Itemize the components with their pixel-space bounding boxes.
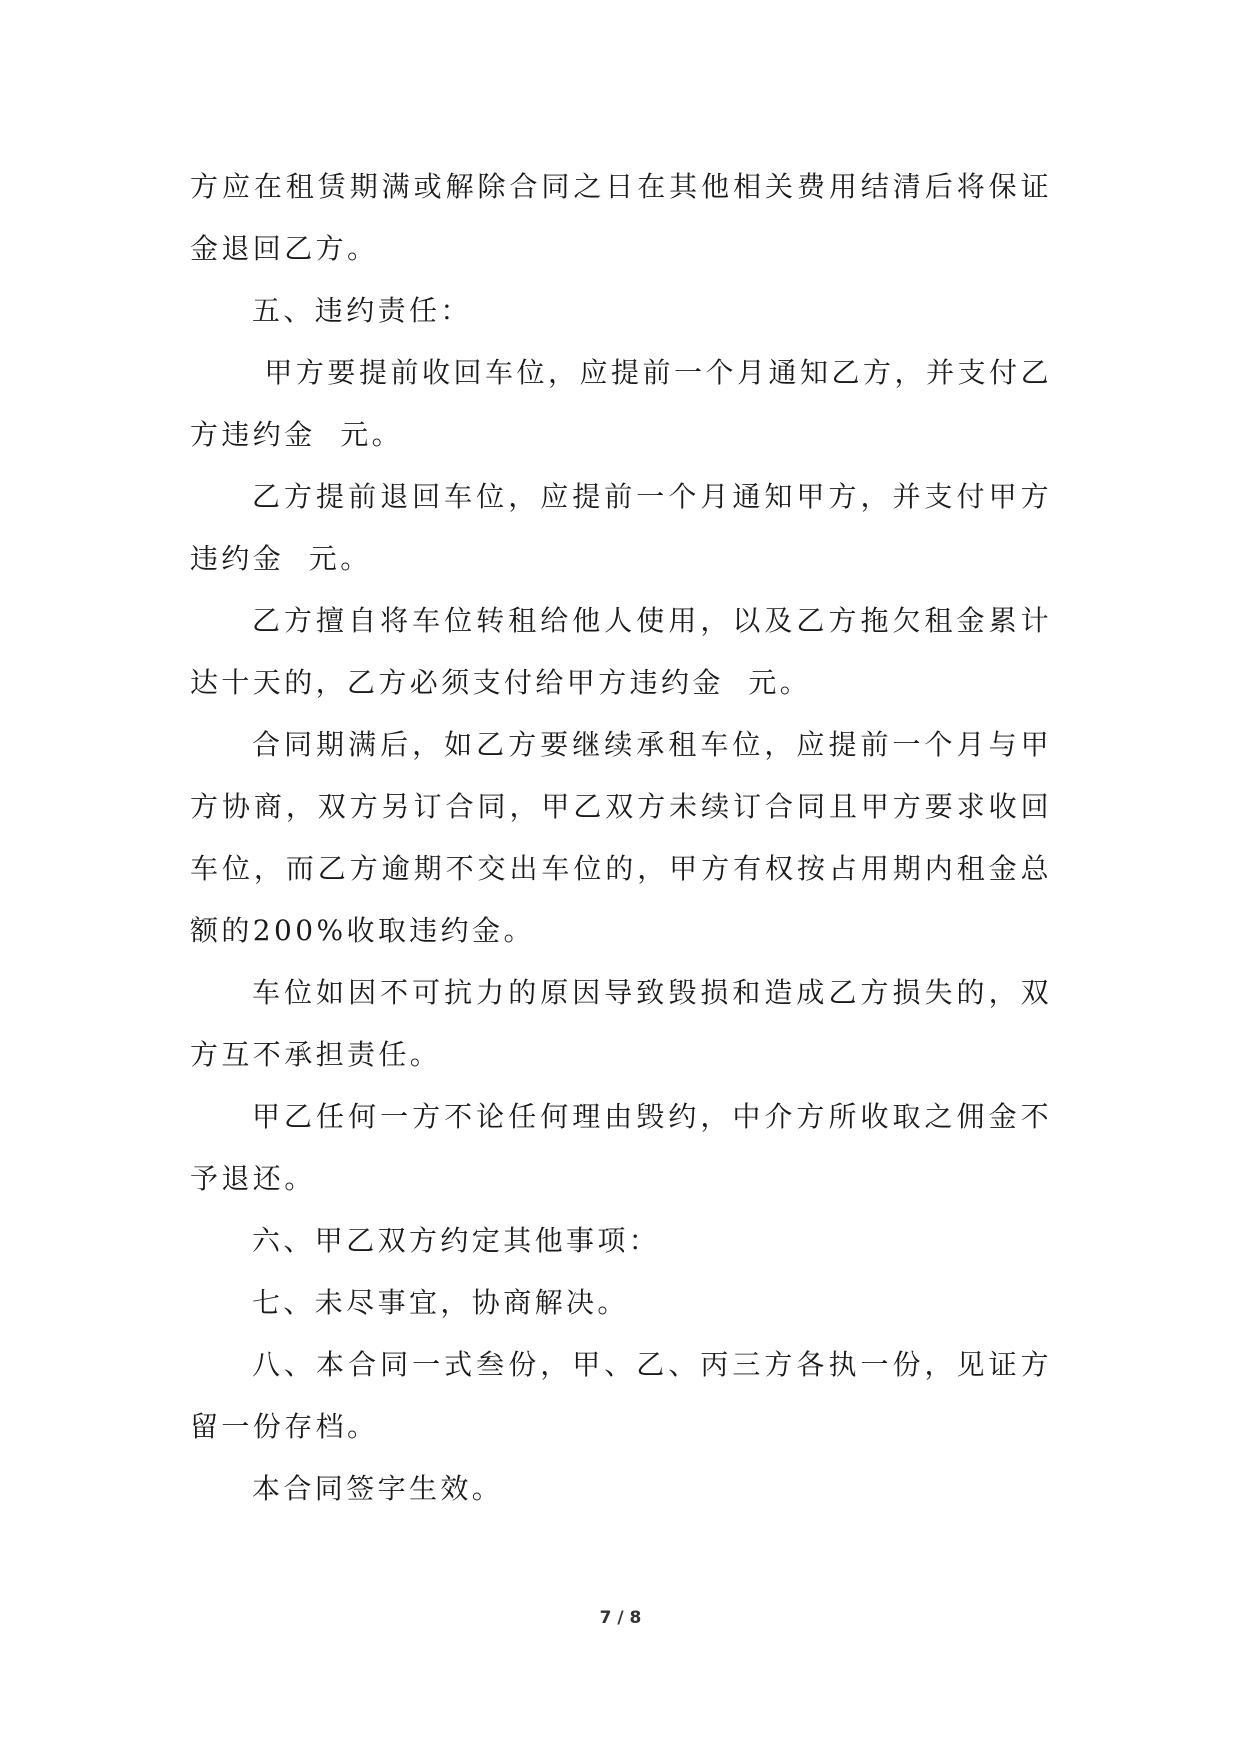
paragraph-closing: 本合同签字生效。 [252,1472,504,1505]
paragraph-2: 甲方要提前收回车位，应提前一个月通知乙方，并支付乙方违约金 元。 [190,356,1052,451]
paragraph-7: 甲乙任何一方不论任何理由毁约，中介方所收取之佣金不予退还。 [190,1100,1052,1195]
paragraph-5: 合同期满后，如乙方要继续承租车位，应提前一个月与甲方协商，双方另订合同，甲乙双方未续订合同且甲方要求收回车位，而乙方逾期不交出车位的，甲方有权按占用期内租金总额的200%收取违约金。 [190,728,1052,947]
paragraph-4: 乙方擅自将车位转租给他人使用，以及乙方拖欠租金累计达十天的，乙方必须支付给甲方违约金 元。 [190,604,1052,699]
page-number: 7 / 8 [599,1608,642,1628]
paragraph-1: 方应在租赁期满或解除合同之日在其他相关费用结清后将保证金退回乙方。 [190,170,1052,265]
paragraph-3: 乙方提前退回车位，应提前一个月通知甲方，并支付甲方违约金 元。 [190,480,1052,575]
document-body [190,156,1052,1520]
section-heading-6: 六、甲乙双方约定其他事项： [252,1224,661,1257]
section-heading-8: 八、本合同一式叁份，甲、乙、丙三方各执一份，见证方留一份存档。 [190,1348,1052,1443]
section-heading-5: 五、违约责任： [252,294,472,327]
paragraph-6: 车位如因不可抗力的原因导致毁损和造成乙方损失的，双方互不承担责任。 [190,976,1052,1071]
section-heading-7: 七、未尽事宜，协商解决。 [252,1286,629,1319]
